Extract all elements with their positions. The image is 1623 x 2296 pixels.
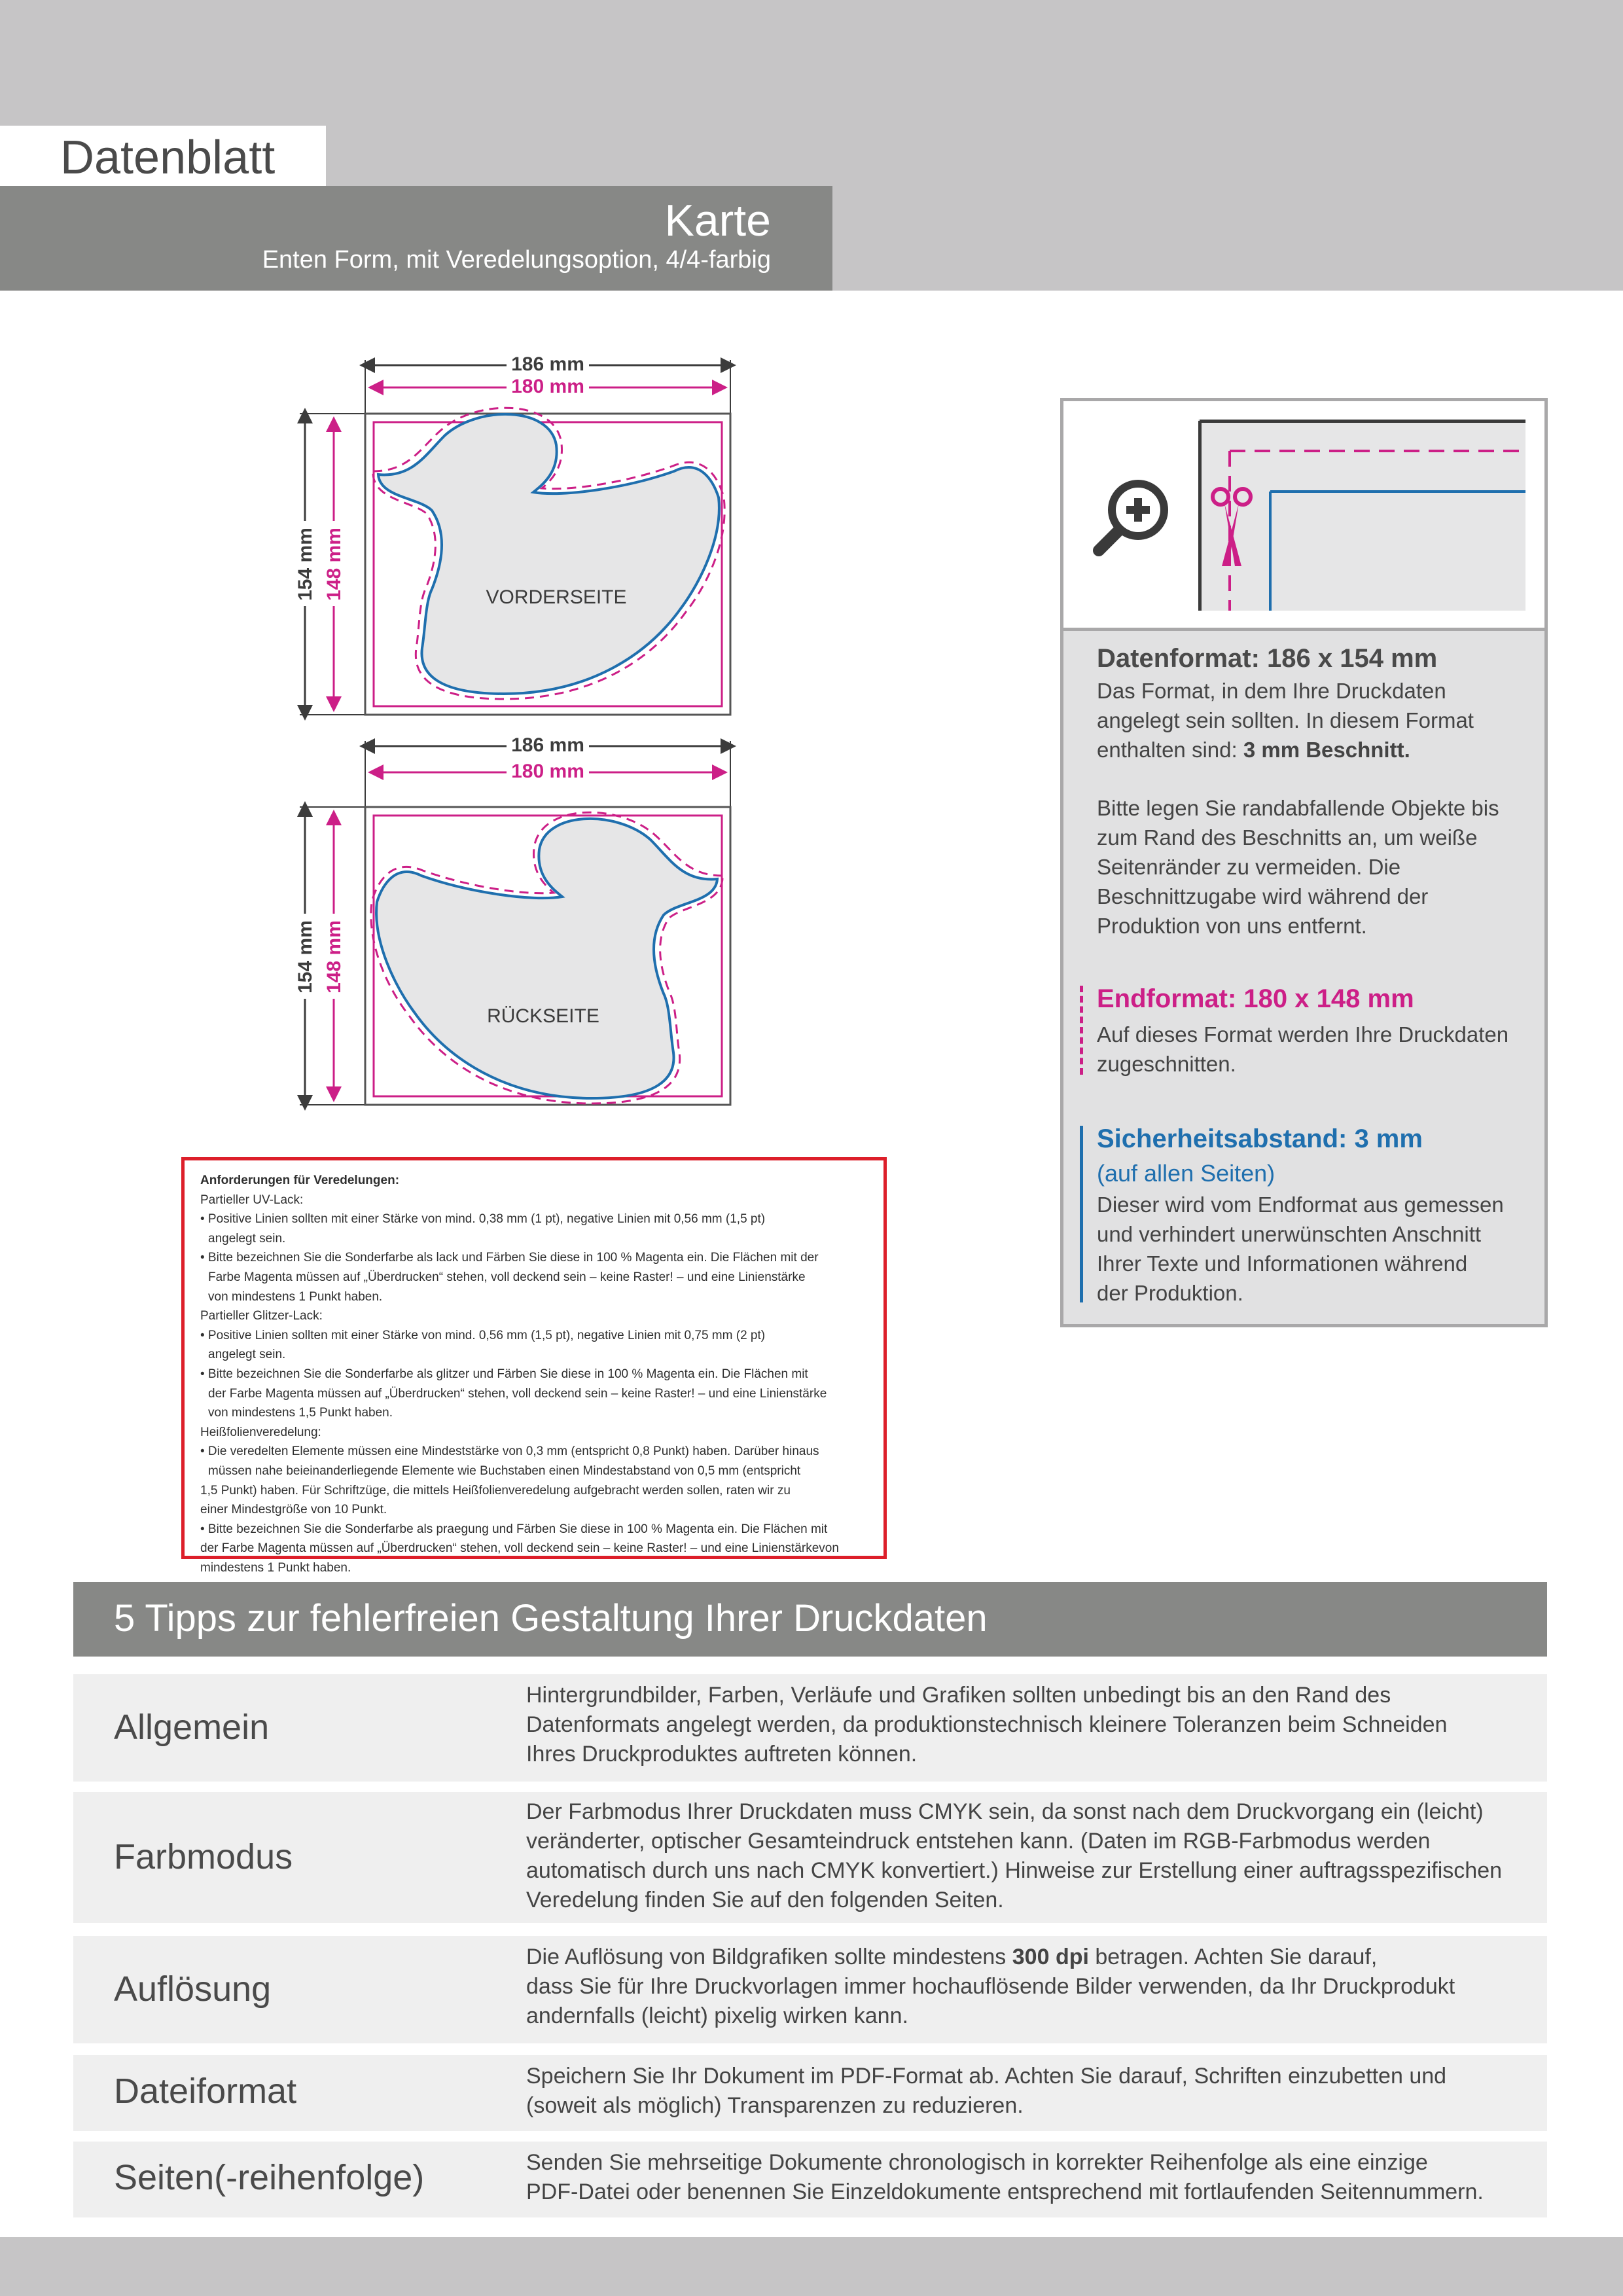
tip-text: Die Auflösung von Bildgrafiken sollte mindestens 300 dpi betragen. Achten Sie darauf, dass Sie für Ihre Druckvorlagen immer hochauflösende Bilder verwenden, da Ihr Druckprodukt andernfalls (leicht) pixelig wirken kann. (526, 1945, 1455, 2028)
requirement-line: Partieller UV-Lack: (200, 1193, 304, 1207)
tip-row-seitenreihenfolge (73, 2142, 1547, 2217)
front-side-label: VORDERSEITE (486, 586, 627, 608)
front-duck-shape (378, 414, 719, 694)
datenformat-title: Datenformat: 186 x 154 mm (1097, 644, 1438, 673)
sicherheit-text: Dieser wird vom Endformat aus gemessen und verhindert unerwünschten Anschnitt Ihrer Texte und Informationen während der Produktion. (1097, 1193, 1504, 1305)
requirement-line: angelegt sein. (208, 1231, 286, 1246)
datenformat-line-3: enthalten sind: 3 mm Beschnitt. (1097, 738, 1410, 762)
requirement-line: von mindestens 1 Punkt haben. (208, 1289, 383, 1304)
requirement-line: • Bitte bezeichnen Sie die Sonderfarbe als lack und Färben Sie diese in 100 % Magenta ein. Die Flächen mit der (200, 1251, 819, 1265)
requirement-line: Partieller Glitzer-Lack: (200, 1309, 323, 1323)
requirement-line: • Positive Linien sollten mit einer Stärke von mind. 0,56 mm (1,5 pt), negative Linien mit 0,75 mm (2 pt) (200, 1328, 766, 1342)
tips-header-title: 5 Tipps zur fehlerfreien Gestaltung Ihrer Druckdaten (114, 1597, 988, 1640)
front-width-total: 186 mm (511, 353, 584, 375)
document-tab (0, 126, 326, 186)
tip-label: Auflösung (114, 1969, 272, 2009)
sicherheit-marker (1080, 1126, 1083, 1302)
requirement-line: von mindestens 1,5 Punkt haben. (208, 1406, 393, 1420)
tip-row-aufloesung (73, 1936, 1547, 2043)
requirement-line: • Positive Linien sollten mit einer Stärke von mind. 0,38 mm (1 pt), negative Linien mit 0,56 mm (1,5 pt) (200, 1212, 766, 1227)
document-tab-label: Datenblatt (60, 132, 276, 184)
front-diagram (281, 340, 740, 733)
back-duck-shape (376, 819, 717, 1098)
requirement-line: Heißfolienveredelung: (200, 1425, 321, 1439)
datenformat-line-1: Das Format, in dem Ihre Druckdaten (1097, 679, 1446, 703)
tip-label: Farbmodus (114, 1837, 293, 1876)
requirement-line: müssen nahe beieinanderliegende Elemente wie Buchstaben einen Mindestabstand von 0,5 mm (entspricht (208, 1463, 801, 1478)
tip-text: Der Farbmodus Ihrer Druckdaten muss CMYK sein, da sonst nach dem Druckvorgang ein (leicht) veränderter, optischer Gesamteindruck entstehen kann. (Daten im RGB-Farbmodus werden automatisch durch uns nach CMYK konvertiert.) Hinweise zur Erstellung einer auftragsspezifischen Veredelung finden Sie auf den folgenden Seiten. (526, 1799, 1503, 1912)
tips-header (73, 1582, 1547, 1657)
product-subtitle: Enten Form, mit Veredelungsoption, 4/4-farbig (262, 246, 771, 274)
product-band (0, 186, 832, 291)
tip-text: Speichern Sie Ihr Dokument im PDF-Format ab. Achten Sie darauf, Schriften einzubetten und (soweit als möglich) Transparenzen zu reduzieren. (526, 2064, 1447, 2118)
tip-row-dateiformat (73, 2055, 1547, 2131)
magnifier-plus-icon (1091, 472, 1176, 557)
tip-row-farbmodus (73, 1792, 1547, 1923)
requirement-line: der Farbe Magenta müssen auf „Überdrucken“ stehen, voll deckend sein – keine Raster! – und eine Linienstärke (208, 1386, 827, 1401)
sicherheit-subtitle: (auf allen Seiten) (1097, 1160, 1275, 1187)
tip-label: Dateiformat (114, 2072, 297, 2111)
back-width-final: 180 mm (511, 761, 584, 782)
finishing-requirements-box (181, 1157, 887, 1575)
back-height-final: 148 mm (323, 920, 345, 994)
endformat-text: Auf dieses Format werden Ihre Druckdaten zugeschnitten. (1097, 1022, 1509, 1076)
tip-text: Hintergrundbilder, Farben, Verläufe und Grafiken sollten unbedingt bis an den Rand des Datenformats angelegt werden, da produktionstechnisch kleinere Toleranzen beim Schneiden Ihres Druckproduktes auftreten können. (526, 1683, 1448, 1767)
front-height-total: 154 mm (294, 528, 316, 601)
endformat-marker (1080, 986, 1083, 1075)
requirement-line: • Bitte bezeichnen Sie die Sonderfarbe als praegung und Färben Sie diese in 100 % Magenta ein. Die Flächen mit (200, 1522, 828, 1536)
datenformat-paragraph-2: Bitte legen Sie randabfallende Objekte bis zum Rand des Beschnitts an, um weiße Seitenränder zu vermeiden. Die Beschnittzugabe wird während der Produktion von uns entfernt. (1097, 796, 1499, 938)
back-width-total: 186 mm (511, 734, 584, 756)
front-width-final: 180 mm (511, 376, 584, 397)
tip-text: Senden Sie mehrseitige Dokumente chronologisch in korrekter Reihenfolge als eine einzige PDF-Datei oder benennen Sie Einzeldokumente entsprechend mit fortlaufenden Seitennummern. (526, 2150, 1484, 2204)
back-side-label: RÜCKSEITE (487, 1005, 599, 1027)
info-panel-preview (1063, 401, 1544, 631)
requirement-line: einer Mindestgröße von 10 Punkt. (200, 1503, 387, 1517)
requirements-lines (200, 1171, 872, 1577)
requirement-line: der Farbe Magenta müssen auf „Überdrucken“ stehen, voll deckend sein – keine Raster! – und eine Linienstärkevon (200, 1541, 839, 1556)
requirement-line: Anforderungen für Veredelungen: (200, 1174, 400, 1187)
requirement-line: • Die veredelten Elemente müssen eine Mindeststärke von 0,3 mm (entspricht 0,8 Punkt) haben. Darüber hinaus (200, 1444, 819, 1459)
back-height-total: 154 mm (294, 920, 316, 994)
endformat-title: Endformat: 180 x 148 mm (1097, 984, 1414, 1013)
tip-label: Allgemein (114, 1708, 270, 1747)
sicherheit-title: Sicherheitsabstand: 3 mm (1097, 1124, 1423, 1153)
requirement-line: 1,5 Punkt) haben. Für Schriftzüge, die mittels Heißfolienveredelung aufgebracht werden sollen, raten wir zu (200, 1483, 791, 1498)
requirement-line: mindestens 1 Punkt haben. (200, 1560, 351, 1575)
front-height-final: 148 mm (323, 528, 345, 601)
scissors-icon (1209, 486, 1255, 571)
tip-row-allgemein (73, 1674, 1547, 1782)
requirement-line: • Bitte bezeichnen Sie die Sonderfarbe als glitzer und Färben Sie diese in 100 % Magenta ein. Die Flächen mit (200, 1367, 808, 1381)
product-title: Karte (664, 196, 771, 245)
back-diagram (281, 732, 740, 1124)
requirement-line: Farbe Magenta müssen auf „Überdrucken“ stehen, voll deckend sein – keine Raster! – und eine Linienstärke (208, 1270, 806, 1284)
requirement-line: angelegt sein. (208, 1348, 286, 1362)
datenformat-line-2: angelegt sein sollten. In diesem Format (1097, 708, 1474, 732)
tip-label: Seiten(-reihenfolge) (114, 2158, 425, 2197)
bottom-band (0, 2237, 1623, 2296)
